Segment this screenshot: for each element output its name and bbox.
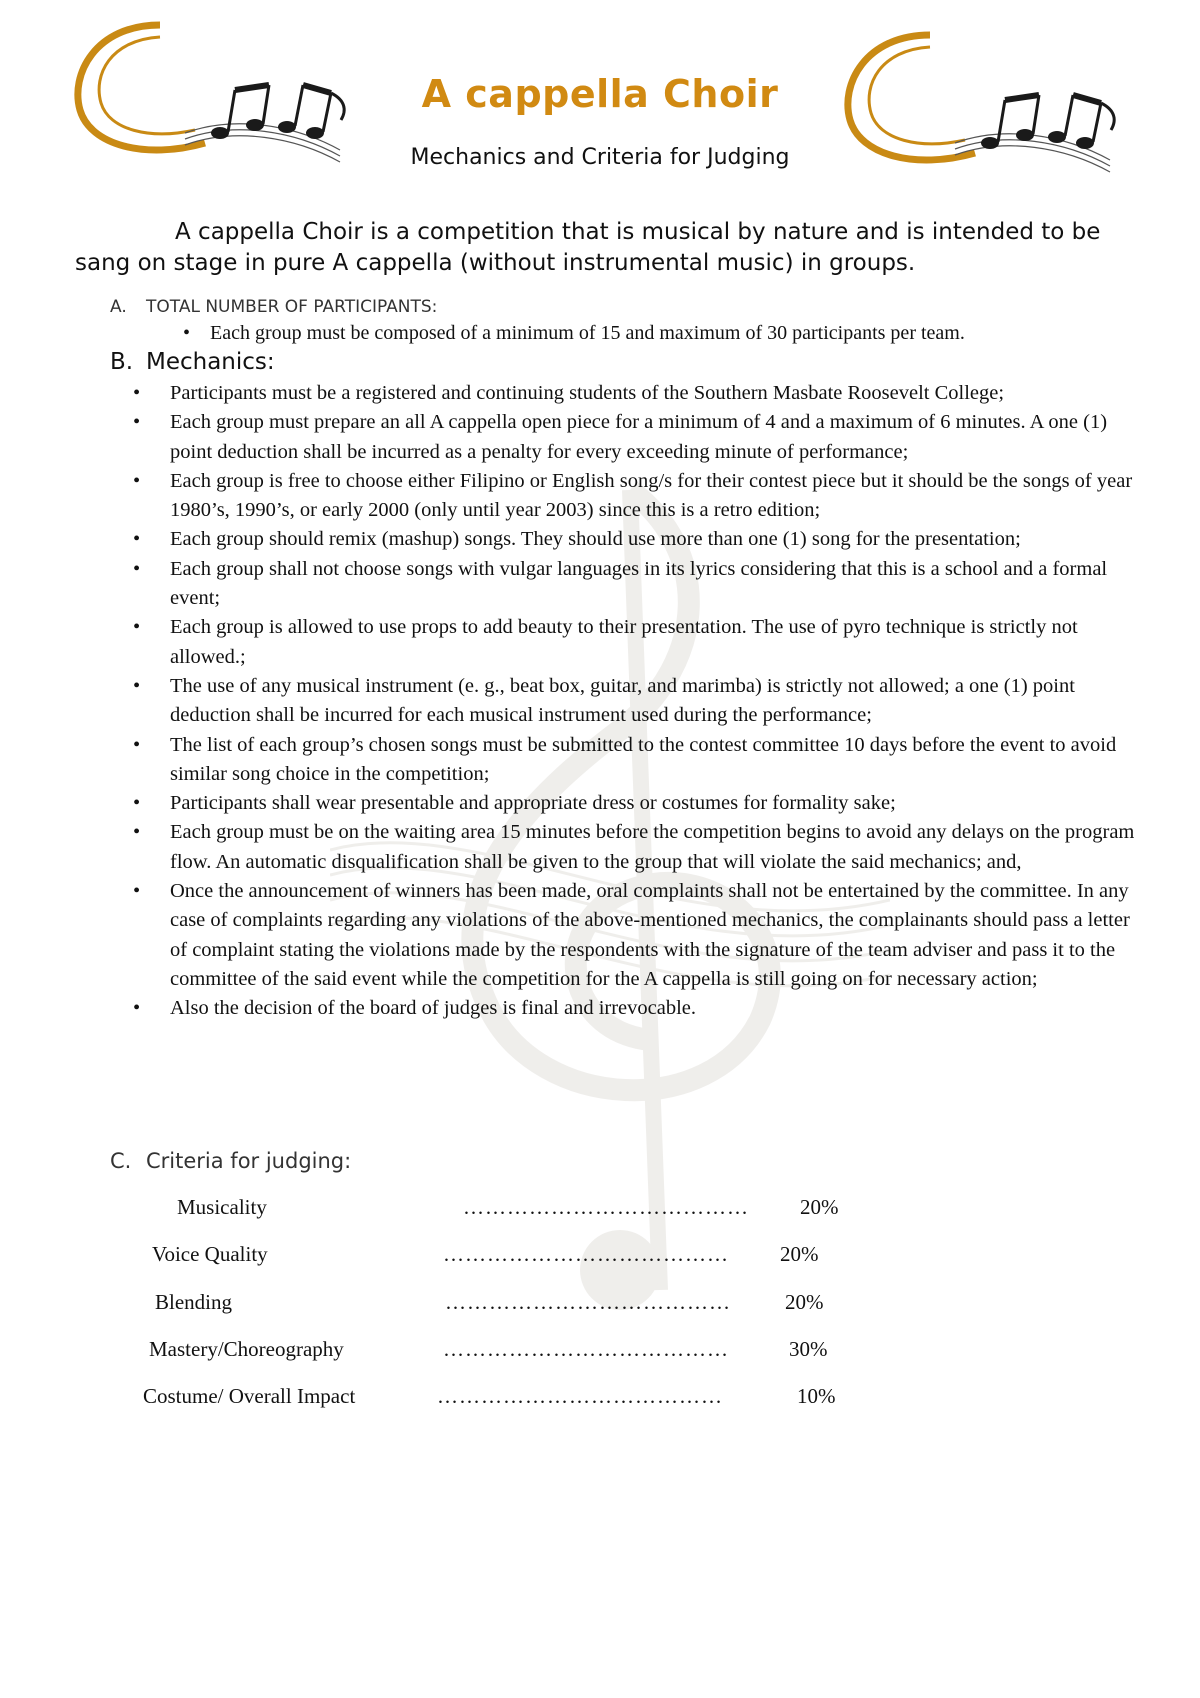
bullet-icon: • [133, 411, 141, 434]
page-title: A cappella Choir [421, 72, 779, 116]
bullet-icon: • [133, 674, 141, 697]
criteria-pct-costume: 10% [797, 1384, 836, 1408]
list-item: • The use of any musical instrument (e. g., beat box, guitar, and marimba) is strictly not allowed; a one (1) point deduction shall be incurred for each musical instrument used during the performance; [133, 672, 1143, 731]
bullet-icon: • [133, 557, 141, 580]
list-item: • Each group must prepare an all A cappella open piece for a minimum of 4 and a maximum of 6 minutes. A one (1) point deduction shall be incurred as a penalty for every exceeding minute of performance; [133, 408, 1143, 467]
list-item: • Each group is allowed to use props to add beauty to their presentation. The use of pyro technique is strictly not allowed.; [133, 613, 1143, 672]
section-c-heading [110, 1149, 351, 1173]
bullet-icon: • [133, 733, 141, 756]
criteria-name-blending: Blending [155, 1290, 232, 1314]
criteria-dots: ………………………………… [437, 1384, 723, 1408]
bullet-icon: • [133, 821, 141, 844]
bullet-icon: • [183, 322, 211, 344]
criteria-dots: ………………………………… [443, 1337, 729, 1361]
criteria-pct-musicality: 20% [800, 1195, 839, 1219]
section-b-title: Mechanics: [146, 349, 275, 375]
section-a-title: TOTAL NUMBER OF PARTICIPANTS: [146, 297, 438, 317]
list-item: • Each group must be on the waiting area 15 minutes before the competition begins to avoid any delays on the program flow. An automatic disqualification shall be given to the group that will violate the said mechanics; and, [133, 818, 1143, 877]
list-item: • Also the decision of the board of judges is final and irrevocable. [133, 994, 1143, 1023]
page-subtitle: Mechanics and Criteria for Judging [410, 145, 790, 170]
criteria-dots: ………………………………… [443, 1242, 729, 1266]
bullet-icon: • [133, 528, 141, 551]
criteria-dots: ………………………………… [445, 1290, 731, 1314]
section-b-letter: B. [110, 349, 134, 375]
criteria-pct-mastery: 30% [789, 1337, 828, 1361]
criteria-name-voice-quality: Voice Quality [152, 1242, 268, 1266]
bullet-icon: • [133, 469, 141, 492]
list-item: • Each group shall not choose songs with vulgar languages in its lyrics considering that this is a school and a formal event; [133, 555, 1143, 614]
bullet-icon: • [133, 616, 141, 639]
section-c-letter: C. [110, 1149, 132, 1173]
criteria-name-musicality: Musicality [177, 1195, 267, 1219]
section-a-heading [110, 297, 437, 317]
section-a-bullet [183, 322, 965, 345]
criteria-dots: ………………………………… [463, 1195, 749, 1219]
criteria-pct-voice-quality: 20% [780, 1242, 819, 1266]
section-a-bullet-text: Each group must be composed of a minimum of 15 and maximum of 30 participants per team. [210, 322, 965, 344]
list-item: • Participants shall wear presentable and appropriate dress or costumes for formality sake; [133, 789, 1143, 818]
criteria-name-costume: Costume/ Overall Impact [143, 1384, 356, 1408]
section-a-letter: A. [110, 297, 127, 317]
bullet-icon: • [133, 382, 141, 404]
intro-paragraph: A cappella Choir is a competition that is musical by nature and is intended to be sang on stage in pure A cappella (without instrumental music) in groups. [75, 219, 1101, 276]
criteria-pct-blending: 20% [785, 1290, 824, 1314]
section-c-title: Criteria for judging: [146, 1149, 352, 1173]
list-item: • Each group is free to choose either Filipino or English song/s for their contest piece but it should be the songs of year 1980’s, 1990’s, or early 2000 (only until year 2003) since this is a retro edition; [133, 467, 1143, 526]
criteria-name-mastery: Mastery/Choreography [149, 1337, 344, 1361]
list-item: • Each group should remix (mashup) songs. They should use more than one (1) song for the presentation; [133, 525, 1143, 554]
bullet-icon: • [133, 792, 141, 815]
list-item: • Participants must be a registered and continuing students of the Southern Masbate Roosevelt College; [133, 379, 1143, 408]
section-b-heading [110, 349, 275, 375]
list-item: • The list of each group’s chosen songs must be submitted to the contest committee 10 days before the event to avoid similar song choice in the competition; [133, 731, 1143, 790]
list-item: • Once the announcement of winners has been made, oral complaints shall not be entertained by the committee. In any case of complaints regarding any violations of the above-mentioned mechanics, the complainants should pass a letter of complaint stating the violations made by the respondents with the signature of the team adviser and pass it to the committee of the said event while the competition for the A cappella is still going on for necessary action; [133, 877, 1143, 994]
mechanics-list [133, 379, 1143, 1024]
bullet-icon: • [133, 880, 141, 903]
bullet-icon: • [133, 997, 141, 1020]
